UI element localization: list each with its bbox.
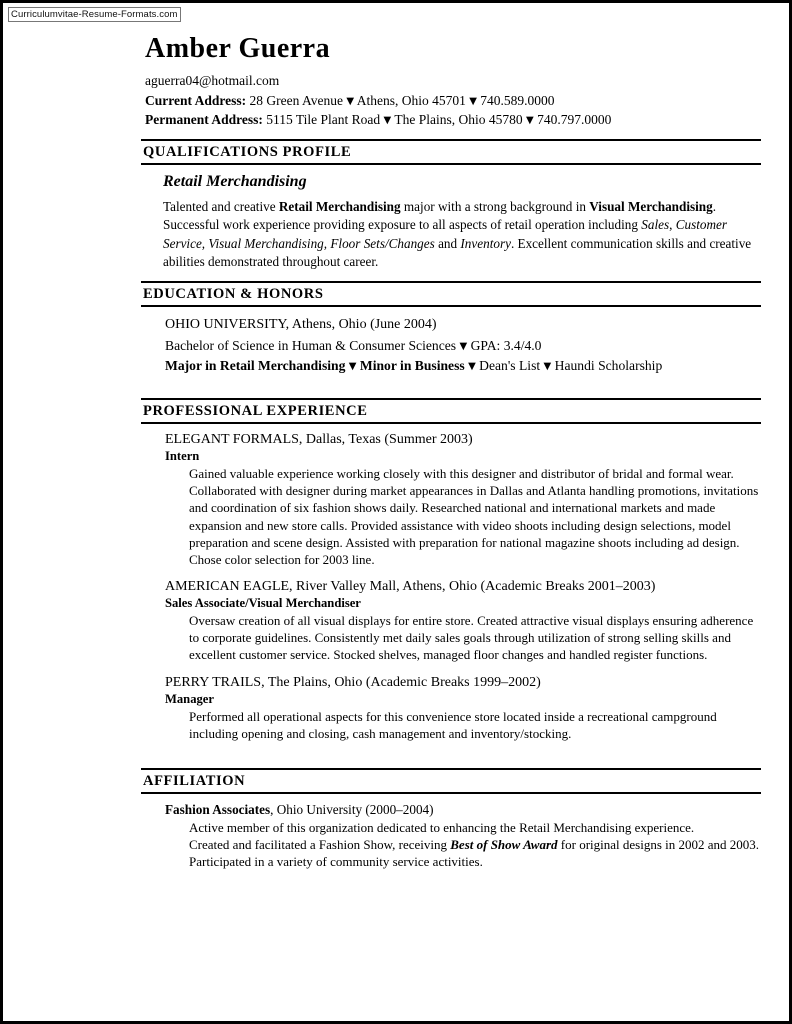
- diamond-separator-icon: ▼: [543, 360, 552, 372]
- job-role: Intern: [165, 449, 200, 464]
- affiliation-item: [165, 802, 761, 870]
- section-title-affiliation: AFFILIATION: [143, 772, 246, 789]
- job-description: Oversaw creation of all visual displays for entire store. Created attractive visual displays ensuring adherence to corporate guidelines. Consistently met daily sales goals through utilization of strong selling skills and excellent customer service. Stocked shelves, managed floor changes and handled register functions.: [189, 613, 754, 663]
- affiliation-text: Created and facilitated a Fashion Show, receiving: [189, 836, 451, 852]
- affiliation-org-name: Fashion Associates: [165, 801, 271, 817]
- education-degree: Bachelor of Science in Human & Consumer Sciences: [165, 337, 457, 353]
- current-phone-value: 740.589.0000: [480, 92, 555, 108]
- qual-italic-list: Customer Service, Visual Merchandising, Floor Sets/Changes: [163, 217, 728, 251]
- affiliation-text: for original designs in 2002 and 2003. Participated in a variety of community service activities.: [189, 836, 760, 870]
- contact-block: [145, 71, 761, 130]
- permanent-address-line: [145, 110, 761, 130]
- education-school: OHIO UNIVERSITY, Athens, Ohio (June 2004): [165, 316, 437, 332]
- education-minor: Minor in Business: [359, 357, 465, 373]
- diamond-separator-icon: ▼: [348, 360, 357, 372]
- permanent-city-value: The Plains, Ohio 45780: [394, 112, 523, 128]
- qual-text: ,: [669, 217, 676, 233]
- job-description: Performed all operational aspects for this convenience store located inside a recreational campground including opening and closing, cash management and inventory/stocking.: [189, 708, 717, 741]
- affiliation-organization: [165, 802, 761, 818]
- job-employer: ELEGANT FORMALS, Dallas, Texas (Summer 2003): [165, 432, 473, 448]
- affiliation-line-2: [189, 836, 761, 870]
- education-major: Major in Retail Merchandising: [165, 357, 346, 373]
- qualifications-body: [163, 198, 761, 272]
- job-role: Sales Associate/Visual Merchandiser: [165, 596, 361, 611]
- education-gpa: GPA: 3.4/4.0: [470, 337, 542, 353]
- qual-bold-visual: Visual Merchandising: [589, 198, 713, 214]
- permanent-phone-value: 740.797.0000: [537, 112, 612, 128]
- qualifications-subtitle: Retail Merchandising: [163, 172, 307, 190]
- job-employer: AMERICAN EAGLE, River Valley Mall, Athens, Ohio (Academic Breaks 2001–2003): [165, 579, 656, 595]
- site-watermark: Curriculumvitae-Resume-Formats.com: [8, 7, 181, 22]
- experience-item: [165, 675, 761, 742]
- section-divider: [141, 768, 761, 770]
- section-divider: [141, 398, 761, 400]
- affiliation-line-1: Active member of this organization dedicated to enhancing the Retail Merchandising experience.: [189, 819, 695, 835]
- diamond-separator-icon: ▼: [469, 95, 477, 107]
- current-address-value: 28 Green Avenue: [249, 92, 343, 108]
- permanent-address-label: Permanent Address:: [145, 112, 263, 128]
- current-city-value: Athens, Ohio 45701: [356, 92, 466, 108]
- section-divider: [141, 792, 761, 794]
- education-degree-line: [165, 336, 761, 355]
- current-address-line: [145, 91, 761, 111]
- resume-content: [141, 33, 761, 874]
- diamond-separator-icon: ▼: [459, 340, 468, 352]
- qual-bold-major: Retail Merchandising: [278, 198, 401, 214]
- job-role: Manager: [165, 691, 214, 706]
- job-employer: PERRY TRAILS, The Plains, Ohio (Academic Breaks 1999–2002): [165, 674, 541, 690]
- candidate-name: Amber Guerra: [145, 33, 331, 64]
- education-honors-line: [165, 356, 761, 375]
- section-title-experience: PROFESSIONAL EXPERIENCE: [143, 403, 368, 420]
- email-address: aguerra04@hotmail.com: [145, 73, 280, 88]
- section-divider: [141, 139, 761, 141]
- education-honor-deans-list: Dean's List: [479, 357, 541, 373]
- diamond-separator-icon: ▼: [526, 115, 534, 127]
- education-block: [165, 315, 761, 375]
- qual-text: Talented and creative: [163, 198, 279, 214]
- diamond-separator-icon: ▼: [468, 360, 476, 372]
- section-divider: [141, 305, 761, 307]
- current-address-label: Current Address:: [145, 92, 247, 108]
- diamond-separator-icon: ▼: [346, 95, 355, 107]
- qual-text: major with a strong background in: [400, 198, 590, 214]
- qual-text: . Successful work experience providing exposure to all aspects of retail operation including: [163, 198, 717, 233]
- section-divider: [141, 281, 761, 283]
- qual-italic-sales: Sales: [641, 217, 670, 233]
- qual-text: and: [434, 235, 461, 251]
- spacer: [141, 668, 761, 675]
- section-title-education: EDUCATION & HONORS: [143, 285, 324, 302]
- section-divider: [141, 163, 761, 165]
- qual-italic-inventory: Inventory: [460, 235, 511, 251]
- qual-text: . Excellent communication skills and creative abilities demonstrated throughout career.: [163, 235, 752, 270]
- section-title-qualifications: QUALIFICATIONS PROFILE: [143, 143, 352, 160]
- affiliation-org-detail: , Ohio University (2000–2004): [270, 801, 434, 817]
- experience-item: [165, 579, 761, 663]
- permanent-address-value: 5115 Tile Plant Road: [266, 112, 381, 128]
- job-description: Gained valuable experience working closely with this designer and distributor of bridal and formal wear. Collaborated with designer during market appearances in Dallas and Atlanta handling promotions, invitations and coordination of six fashion shows daily. Researched national and international markets and made expansion and new store calls. Provided assistance with video shoots including design selections, model preparation and scene design. Assisted with preparation for national magazine shoots including ad design. Chose color selection for 2003 line.: [189, 466, 759, 567]
- section-divider: [141, 422, 761, 424]
- education-honor-scholarship: Haundi Scholarship: [554, 357, 663, 373]
- affiliation-award: Best of Show Award: [450, 836, 558, 852]
- experience-item: [165, 432, 761, 568]
- spacer: [141, 376, 761, 389]
- spacer: [141, 572, 761, 579]
- spacer: [141, 746, 761, 759]
- diamond-separator-icon: ▼: [383, 115, 392, 127]
